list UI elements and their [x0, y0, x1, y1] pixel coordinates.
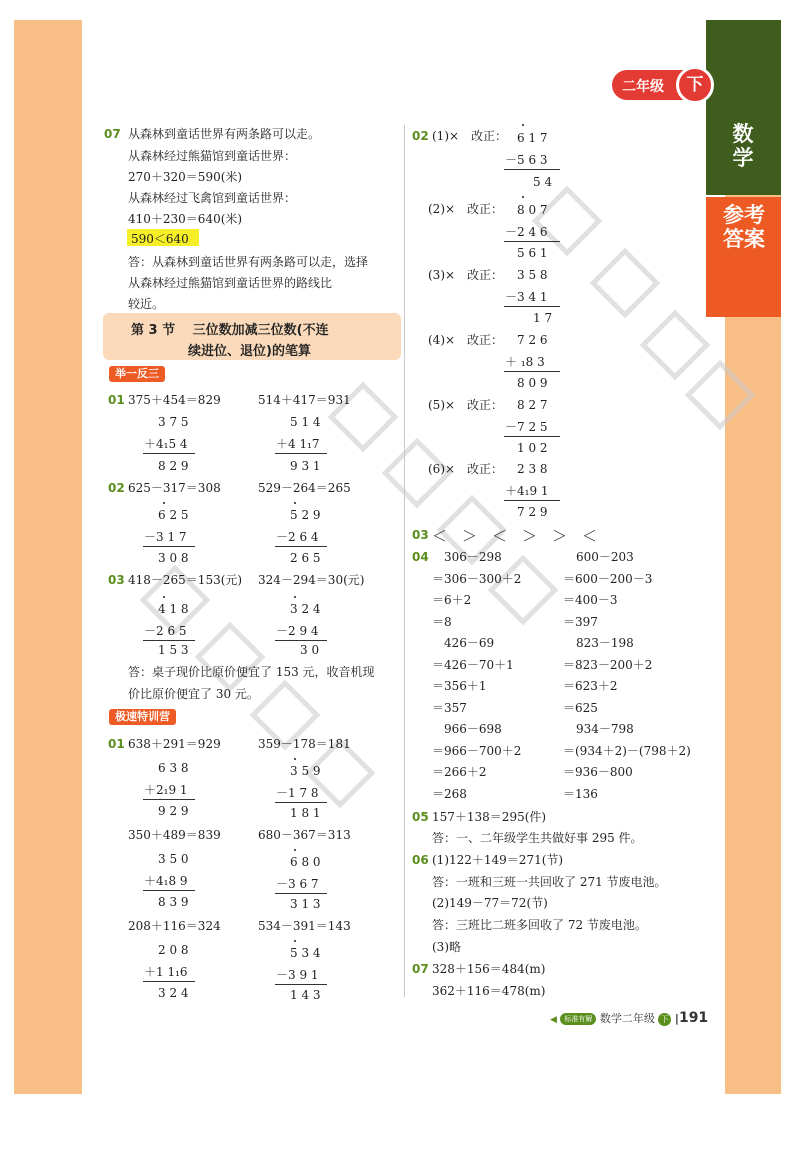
vertical-rule [275, 640, 327, 641]
equation: 418－265＝153(元) [128, 573, 243, 587]
calc-line: ＝8 [432, 615, 452, 629]
vertical-digit: －3 6 7 [276, 877, 319, 891]
vertical-digit: 6 2 5 [158, 508, 189, 522]
text-line: 从森林到童话世界有两条路可以走。 [128, 127, 321, 141]
watermark-mark [590, 248, 661, 319]
vertical-digit: 8 0 7 [517, 203, 548, 217]
vertical-digit: 3 2 4 [158, 986, 189, 1000]
vertical-digit: －3 1 7 [144, 530, 187, 544]
equation: 375＋454＝829 [128, 393, 221, 407]
calc-line: ＝936－800 [563, 765, 633, 779]
calc-line: ＝623＋2 [563, 679, 618, 693]
borrow-dot [163, 596, 165, 598]
vertical-digit: 5 4 [533, 175, 553, 189]
calc-line: ＝(934＋2)－(798＋2) [563, 744, 691, 758]
practice-tag: 极速特训营 [109, 709, 176, 725]
vertical-digit: 3 5 9 [290, 764, 321, 778]
vertical-digit: 4 1 8 [158, 602, 189, 616]
vertical-rule [275, 546, 327, 547]
vertical-digit: 3 7 5 [158, 415, 189, 429]
question-number: 02 [108, 481, 125, 495]
calc-line: ＝625 [563, 701, 598, 715]
vertical-digit: 2 0 8 [158, 943, 189, 957]
vertical-rule [504, 306, 560, 307]
calc-line: ＝426－70＋1 [432, 658, 514, 672]
vertical-rule [143, 453, 195, 454]
borrow-dot [294, 502, 296, 504]
page-number: 191 [678, 1010, 709, 1026]
vertical-digit: －2 6 5 [144, 624, 187, 638]
vertical-digit: －1 7 8 [276, 786, 319, 800]
calc-line: 600－203 [576, 550, 634, 564]
borrow-dot [163, 502, 165, 504]
vertical-digit: 6 3 8 [158, 761, 189, 775]
text-line: (2)149－77＝72(节) [432, 896, 548, 910]
watermark-mark [640, 310, 711, 381]
vertical-digit: 9 3 1 [290, 459, 321, 473]
vertical-rule [275, 802, 327, 803]
calc-line: ＝266＋2 [432, 765, 487, 779]
term-badge [676, 66, 714, 104]
vertical-digit: ＋4₁5 4 [144, 437, 188, 451]
calc-line: ＝268 [432, 787, 467, 801]
text-line: 410＋230＝640(米) [128, 212, 243, 226]
practice-tag: 举一反三 [109, 366, 165, 382]
watermark-mark [195, 622, 266, 693]
equation: 680－367＝313 [258, 828, 351, 842]
vertical-digit: 2 3 8 [517, 462, 548, 476]
footer-book: 数学二年级 [599, 1012, 655, 1025]
column-divider [404, 125, 405, 997]
vertical-digit: －2 6 4 [276, 530, 319, 544]
vertical-rule [275, 984, 327, 985]
text-line: 362＋116＝478(m) [432, 984, 546, 998]
text-line: 157＋138＝295(件) [432, 810, 547, 824]
vertical-digit: ＋4₁9 1 [505, 484, 549, 498]
answer-tab [706, 197, 781, 317]
vertical-rule [504, 371, 560, 372]
vertical-digit: 8 3 9 [158, 895, 189, 909]
text-line: 从森林经过熊猫馆到童话世界： [128, 149, 297, 163]
answer-line: 较近。 [128, 297, 165, 311]
borrow-dot [294, 940, 296, 942]
vertical-digit: 5 3 4 [290, 946, 321, 960]
vertical-digit: －2 9 4 [276, 624, 319, 638]
vertical-digit: 5 1 4 [290, 415, 321, 429]
calc-line: ＝600－200－3 [563, 572, 653, 586]
borrow-dot [522, 196, 524, 198]
equation: 208＋116＝324 [128, 919, 221, 933]
answer-line: 答：桌子现价比原价便宜了 153 元，收音机现 [128, 665, 375, 679]
vertical-rule [504, 241, 560, 242]
section-heading [103, 313, 401, 360]
vertical-digit: 8 2 7 [517, 398, 548, 412]
calc-line: ＝357 [432, 701, 467, 715]
vertical-digit: 3 5 8 [517, 268, 548, 282]
correction-label: (3)× 改正： [428, 268, 504, 282]
vertical-digit: －3 4 1 [505, 290, 548, 304]
equation: 638＋291＝929 [128, 737, 221, 751]
vertical-rule [275, 453, 327, 454]
calc-line: ＝6＋2 [432, 593, 472, 607]
equation: 534－391＝143 [258, 919, 351, 933]
borrow-dot [294, 849, 296, 851]
vertical-digit: －2 4 6 [505, 225, 548, 239]
answer-line: 答：从森林到童话世界有两条路可以走，选择 [128, 255, 369, 269]
correction-label: (1)× 改正： [432, 129, 508, 143]
vertical-digit: 1 0 2 [517, 441, 548, 455]
vertical-rule [143, 890, 195, 891]
vertical-digit: 1 7 [533, 311, 553, 325]
answer-line: 答：三班比二班多回收了 72 节废电池。 [432, 918, 647, 932]
vertical-digit: 1 4 3 [290, 988, 321, 1002]
borrow-dot [294, 758, 296, 760]
calc-line: ＝966－700＋2 [432, 744, 522, 758]
vertical-rule [504, 500, 560, 501]
highlighted-text: 590＜640 [131, 232, 189, 246]
question-number: 01 [108, 393, 125, 407]
answer-line: 答：一班和三班一共回收了 271 节废电池。 [432, 875, 667, 889]
vertical-digit: 1 5 3 [158, 643, 189, 657]
vertical-digit: ＋4 1₁7 [276, 437, 320, 451]
text-line: 270＋320＝590(米) [128, 170, 243, 184]
question-number: 06 [412, 853, 429, 867]
question-number: 07 [104, 127, 121, 141]
text-line: (3)略 [432, 940, 461, 954]
subject-tab [706, 20, 781, 195]
answer-label: 参考答案 [723, 203, 765, 251]
calc-line: 966－698 [444, 722, 502, 736]
equation: 625－317＝308 [128, 481, 221, 495]
answer-line: 答：一、二年级学生共做好事 295 件。 [432, 831, 643, 845]
term-label: 下 [686, 75, 704, 95]
vertical-digit: 3 0 [300, 643, 320, 657]
equation: 514＋417＝931 [258, 393, 351, 407]
left-margin-strip [14, 20, 82, 1094]
text-line: 328＋156＝484(m) [432, 962, 546, 976]
vertical-rule [143, 640, 195, 641]
correction-label: (2)× 改正： [428, 202, 504, 216]
vertical-digit: 8 2 9 [158, 459, 189, 473]
vertical-digit: 7 2 6 [517, 333, 548, 347]
equation: 529－264＝265 [258, 481, 351, 495]
vertical-digit: ＋ ₁8 3 [505, 355, 545, 369]
section-title-line: 续进位、退位)的笔算 [188, 344, 311, 359]
text-line: 从森林经过飞禽馆到童话世界： [128, 191, 297, 205]
comparison-signs: ＜ ＞ ＜ ＞ ＞ ＜ [432, 527, 598, 545]
equation: 324－294＝30(元) [258, 573, 365, 587]
borrow-dot [522, 124, 524, 126]
question-number: 05 [412, 810, 429, 824]
calc-line: 823－198 [576, 636, 634, 650]
vertical-digit: －5 6 3 [505, 153, 548, 167]
footer-badge: 标准有解 [560, 1013, 596, 1025]
vertical-rule [143, 799, 195, 800]
question-number: 03 [412, 528, 429, 542]
vertical-digit: 1 8 1 [290, 806, 321, 820]
section-title-line: 第 3 节 三位数加减三位数(不连 [131, 323, 329, 338]
vertical-rule [504, 436, 560, 437]
vertical-digit: 6 1 7 [517, 131, 548, 145]
vertical-digit: －3 9 1 [276, 968, 319, 982]
correction-label: (5)× 改正： [428, 398, 504, 412]
equation: 359－178＝181 [258, 737, 351, 751]
vertical-digit: 3 5 0 [158, 852, 189, 866]
vertical-digit: 8 0 9 [517, 376, 548, 390]
page-footer: ◀ 标准有解 数学二年级 下 |191 [550, 1010, 709, 1026]
vertical-digit: 7 2 9 [517, 505, 548, 519]
question-number: 04 [412, 550, 429, 564]
equation: 350＋489＝839 [128, 828, 221, 842]
answer-line: 从森林经过熊猫馆到童话世界的路线比 [128, 276, 333, 290]
question-number: 03 [108, 573, 125, 587]
calc-line: ＝823－200＋2 [563, 658, 653, 672]
calc-line: 934－798 [576, 722, 634, 736]
vertical-rule [143, 981, 195, 982]
vertical-digit: 3 2 4 [290, 602, 321, 616]
calc-line: ＝136 [563, 787, 598, 801]
vertical-digit: ＋1 1₁6 [144, 965, 188, 979]
arrow-icon: ◀ [550, 1015, 557, 1025]
calc-line: ＝356＋1 [432, 679, 487, 693]
question-number: 07 [412, 962, 429, 976]
question-number: 01 [108, 737, 125, 751]
vertical-digit: 6 8 0 [290, 855, 321, 869]
calc-line: ＝306－300＋2 [432, 572, 522, 586]
watermark-mark [488, 555, 559, 626]
vertical-digit: 5 2 9 [290, 508, 321, 522]
grade-label: 二年级 [622, 79, 664, 95]
footer-term: 下 [658, 1013, 671, 1026]
vertical-digit: 3 1 3 [290, 897, 321, 911]
question-number: 02 [412, 129, 429, 143]
vertical-rule [275, 893, 327, 894]
vertical-digit: ＋4₁8 9 [144, 874, 188, 888]
vertical-rule [504, 169, 560, 170]
text-line: (1)122＋149＝271(节) [432, 853, 564, 867]
vertical-digit: 5 6 1 [517, 246, 548, 260]
vertical-digit: ＋2₁9 1 [144, 783, 188, 797]
correction-label: (6)× 改正： [428, 462, 504, 476]
vertical-digit: 9 2 9 [158, 804, 189, 818]
calc-line: 306－298 [444, 550, 502, 564]
vertical-rule [143, 546, 195, 547]
vertical-digit: 3 0 8 [158, 551, 189, 565]
vertical-digit: －7 2 5 [505, 420, 548, 434]
vertical-digit: 2 6 5 [290, 551, 321, 565]
calc-line: ＝400－3 [563, 593, 618, 607]
calc-line: 426－69 [444, 636, 495, 650]
subject-label: 数学 [732, 122, 754, 170]
borrow-dot [294, 596, 296, 598]
correction-label: (4)× 改正： [428, 333, 504, 347]
answer-line: 价比原价便宜了 30 元。 [128, 687, 259, 701]
calc-line: ＝397 [563, 615, 598, 629]
